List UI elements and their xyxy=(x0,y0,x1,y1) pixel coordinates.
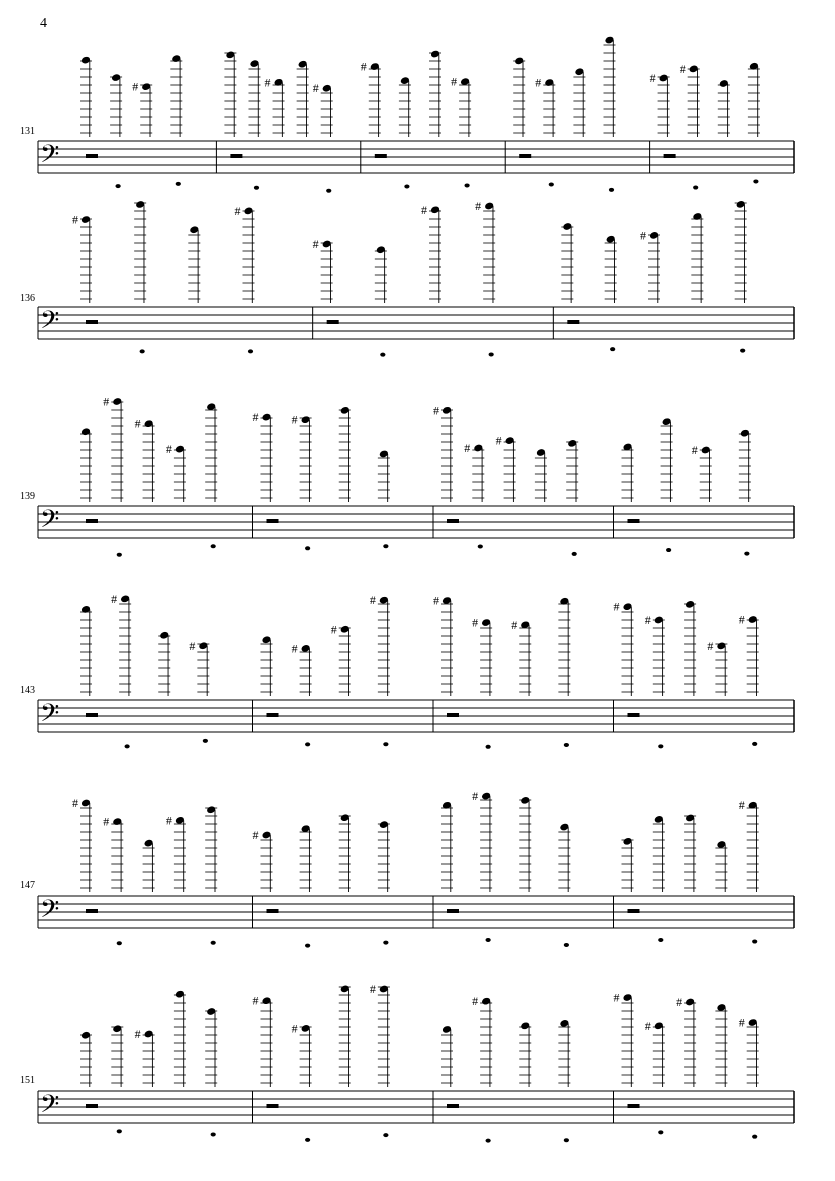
sharp-accidental: # xyxy=(134,1027,141,1042)
grace-note xyxy=(564,743,569,747)
sharp-accidental: # xyxy=(433,403,439,418)
sharp-accidental: # xyxy=(451,74,458,89)
sharp-accidental: # xyxy=(312,81,319,96)
sharp-accidental: # xyxy=(475,199,482,214)
bass-clef: 𝄢 xyxy=(40,306,60,341)
sharp-accidental: # xyxy=(421,202,427,217)
sharp-accidental: # xyxy=(644,613,651,628)
bass-clef: 𝄢 xyxy=(40,140,60,175)
whole-rest xyxy=(628,713,640,717)
grace-note xyxy=(549,183,554,187)
grace-note xyxy=(752,940,757,944)
sharp-accidental: # xyxy=(472,615,479,630)
whole-rest xyxy=(267,519,279,523)
whole-rest xyxy=(447,519,459,523)
sharp-accidental: # xyxy=(495,433,502,448)
sharp-accidental: # xyxy=(644,1018,651,1033)
grace-note xyxy=(305,546,310,550)
bass-clef: 𝄢 xyxy=(40,895,60,930)
whole-rest xyxy=(267,1104,279,1108)
grace-note xyxy=(744,552,749,556)
sharp-accidental: # xyxy=(72,212,78,227)
sharp-accidental: # xyxy=(738,798,745,813)
whole-rest xyxy=(86,320,98,324)
sharp-accidental: # xyxy=(291,1021,298,1036)
grace-note xyxy=(658,1130,663,1134)
whole-rest xyxy=(519,154,531,158)
sharp-accidental: # xyxy=(111,591,118,606)
whole-rest xyxy=(664,154,676,158)
sharp-accidental: # xyxy=(676,995,683,1010)
sharp-accidental: # xyxy=(189,638,196,653)
sharp-accidental: # xyxy=(252,993,259,1008)
grace-note xyxy=(564,943,569,947)
sharp-accidental: # xyxy=(679,61,686,76)
sharp-accidental: # xyxy=(707,638,714,653)
grace-note xyxy=(658,744,663,748)
sharp-accidental: # xyxy=(103,394,110,409)
whole-rest xyxy=(267,909,279,913)
grace-note xyxy=(465,183,470,187)
whole-rest xyxy=(327,320,339,324)
measure-number-system-3: 139 xyxy=(20,491,35,502)
grace-note xyxy=(489,352,494,356)
measure-number-system-5: 147 xyxy=(20,880,35,891)
whole-rest xyxy=(86,154,98,158)
grace-note xyxy=(117,1129,122,1133)
grace-note xyxy=(116,184,121,188)
grace-note xyxy=(486,938,491,942)
grace-note xyxy=(383,544,388,548)
grace-note xyxy=(693,186,698,190)
grace-note xyxy=(486,1139,491,1143)
sharp-accidental: # xyxy=(234,203,241,218)
page-number: 4 xyxy=(40,16,47,31)
sharp-accidental: # xyxy=(312,236,319,251)
sharp-accidental: # xyxy=(511,617,518,632)
sharp-accidental: # xyxy=(132,79,139,94)
sharp-accidental: # xyxy=(472,994,479,1009)
sharp-accidental: # xyxy=(165,813,172,828)
bass-clef: 𝄢 xyxy=(40,1090,60,1125)
sharp-accidental: # xyxy=(252,827,259,842)
sharp-accidental: # xyxy=(369,981,376,996)
measure-number-system-4: 143 xyxy=(20,685,35,696)
sharp-accidental: # xyxy=(360,59,367,74)
grace-note xyxy=(752,1135,757,1139)
grace-note xyxy=(211,1132,216,1136)
sharp-accidental: # xyxy=(252,410,259,425)
grace-note xyxy=(486,745,491,749)
bass-clef: 𝄢 xyxy=(40,699,60,734)
measure-number-system-2: 136 xyxy=(20,293,35,304)
grace-note xyxy=(305,1138,310,1142)
sharp-accidental: # xyxy=(369,593,376,608)
grace-note xyxy=(658,938,663,942)
grace-note xyxy=(478,545,483,549)
sharp-accidental: # xyxy=(613,599,620,614)
whole-rest xyxy=(267,713,279,717)
grace-note xyxy=(211,544,216,548)
grace-note xyxy=(572,552,577,556)
whole-rest xyxy=(447,713,459,717)
whole-rest xyxy=(567,320,579,324)
grace-note xyxy=(125,744,130,748)
grace-note xyxy=(176,182,181,186)
grace-note xyxy=(203,739,208,743)
grace-note xyxy=(140,349,145,353)
sharp-accidental: # xyxy=(103,814,110,829)
sharp-accidental: # xyxy=(464,440,471,455)
grace-note xyxy=(326,189,331,193)
whole-rest xyxy=(628,909,640,913)
sharp-accidental: # xyxy=(330,622,337,637)
grace-note xyxy=(305,742,310,746)
grace-note xyxy=(383,941,388,945)
grace-note xyxy=(305,944,310,948)
grace-note xyxy=(248,349,253,353)
grace-note xyxy=(752,742,757,746)
grace-note xyxy=(117,553,122,557)
grace-note xyxy=(666,548,671,552)
grace-note xyxy=(383,1133,388,1137)
bass-clef: 𝄢 xyxy=(40,505,60,540)
whole-rest xyxy=(230,154,242,158)
grace-note xyxy=(564,1138,569,1142)
sharp-accidental: # xyxy=(291,641,298,656)
whole-rest xyxy=(447,1104,459,1108)
grace-note xyxy=(404,185,409,189)
grace-note xyxy=(383,742,388,746)
sharp-accidental: # xyxy=(738,612,745,627)
grace-note xyxy=(380,353,385,357)
sharp-accidental: # xyxy=(738,1015,745,1030)
measure-number-system-6: 151 xyxy=(20,1075,35,1086)
sharp-accidental: # xyxy=(613,990,620,1005)
sharp-accidental: # xyxy=(291,412,298,427)
whole-rest xyxy=(628,519,640,523)
whole-rest xyxy=(447,909,459,913)
sharp-accidental: # xyxy=(165,442,172,457)
sharp-accidental: # xyxy=(72,795,78,810)
grace-note xyxy=(753,179,758,183)
sharp-accidental: # xyxy=(640,228,646,243)
measure-number-system-1: 131 xyxy=(20,126,35,137)
whole-rest xyxy=(375,154,387,158)
sharp-accidental: # xyxy=(433,593,439,608)
grace-note xyxy=(609,188,614,192)
sharp-accidental: # xyxy=(691,443,698,458)
sharp-accidental: # xyxy=(264,75,271,90)
sharp-accidental: # xyxy=(134,416,141,431)
whole-rest xyxy=(628,1104,640,1108)
sharp-accidental: # xyxy=(649,71,656,86)
whole-rest xyxy=(86,713,98,717)
whole-rest xyxy=(86,909,98,913)
grace-note xyxy=(254,186,259,190)
grace-note xyxy=(740,349,745,353)
whole-rest xyxy=(86,519,98,523)
grace-note xyxy=(211,941,216,945)
grace-note xyxy=(610,347,615,351)
sharp-accidental: # xyxy=(472,789,479,804)
whole-rest xyxy=(86,1104,98,1108)
sharp-accidental: # xyxy=(535,75,542,90)
grace-note xyxy=(117,941,122,945)
